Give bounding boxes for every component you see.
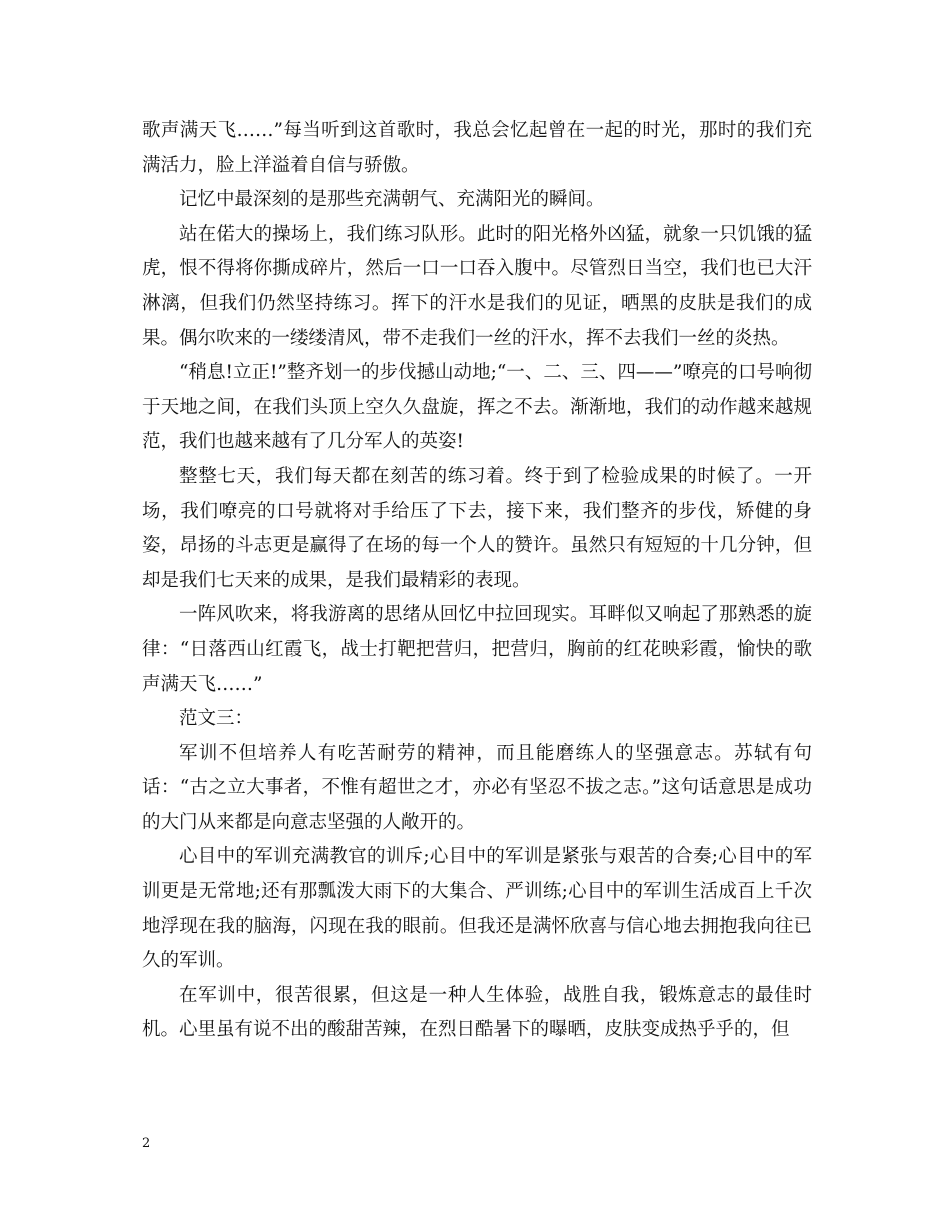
- paragraph: 心目中的军训充满教官的训斥;心目中的军训是紧张与艰苦的合奏;心目中的军训更是无常地;还有那瓢泼大雨下的大集合、严训练;心目中的军训生活成百上千次地浮现在我的脑海，闪现在我的眼前。但我还是满怀欣喜与信心地去拥抱我向往已久的军训。: [142, 846, 812, 972]
- body-text: [142, 114, 812, 1048]
- paragraph: 整整七天，我们每天都在刻苦的练习着。终于到了检验成果的时候了。一开场，我们嘹亮的口号就将对手给压了下去，接下来，我们整齐的步伐，矫健的身姿，昂扬的斗志更是赢得了在场的每一个人的赞许。虽然只有短短的十几分钟，但却是我们七天来的成果，是我们最精彩的表现。: [142, 465, 812, 591]
- paragraph: 在军训中，很苦很累，但这是一种人生体验，战胜自我，锻炼意志的最佳时机。心里虽有说不出的酸甜苦辣，在烈日酷暑下的曝晒，皮肤变成热乎乎的，但: [142, 984, 812, 1041]
- page-number: 2: [142, 1136, 151, 1151]
- section-heading: 范文三：: [179, 708, 254, 730]
- paragraph-continued: 歌声满天飞……”每当听到这首歌时，我总会忆起曾在一起的时光，那时的我们充满活力，脸上洋溢着自信与骄傲。: [142, 120, 812, 176]
- paragraph: 军训不但培养人有吃苦耐劳的精神，而且能磨练人的坚强意志。苏轼有句话：“古之立大事者，不惟有超世之才，亦必有坚忍不拔之志。”这句话意思是成功的大门从来都是向意志坚强的人敞开的。: [142, 742, 812, 833]
- paragraph: 一阵风吹来，将我游离的思绪从回忆中拉回现实。耳畔似又响起了那熟悉的旋律：“日落西山红霞飞，战士打靶把营归，把营归，胸前的红花映彩霞，愉快的歌声满天飞……”: [142, 604, 812, 695]
- paragraph: 记忆中最深刻的是那些充满朝气、充满阳光的瞬间。: [179, 189, 605, 211]
- paragraph: “稍息!立正!”整齐划一的步伐撼山动地;“一、二、三、四——”嘹亮的口号响彻于天地之间，在我们头顶上空久久盘旋，挥之不去。渐渐地，我们的动作越来越规范，我们也越来越有了几分军人的英姿!: [142, 362, 812, 453]
- paragraph: 站在偌大的操场上，我们练习队形。此时的阳光格外凶猛，就象一只饥饿的猛虎，恨不得将你撕成碎片，然后一口一口吞入腹中。尽管烈日当空，我们也已大汗淋漓，但我们仍然坚持练习。挥下的汗水是我们的见证，晒黑的皮肤是我们的成果。偶尔吹来的一缕缕清风，带不走我们一丝的汗水，挥不去我们一丝的炎热。: [142, 223, 812, 349]
